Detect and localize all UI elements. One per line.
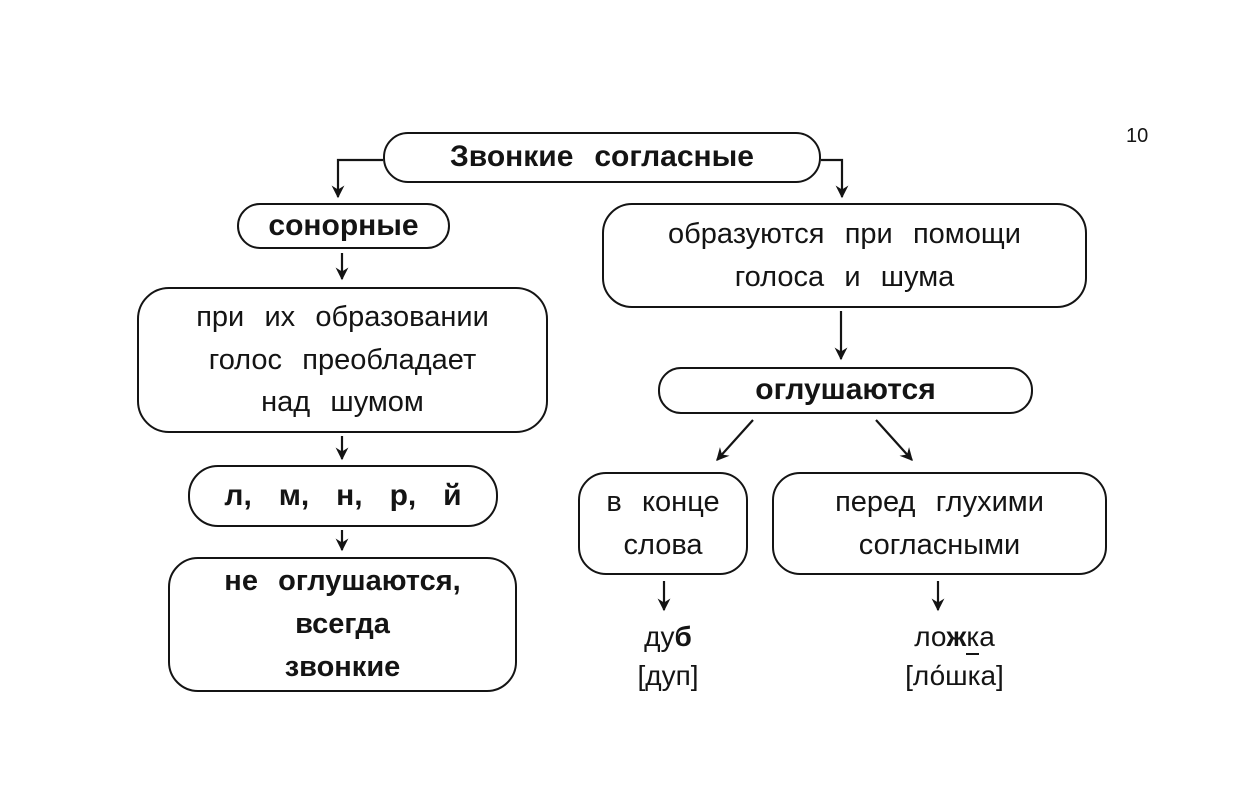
example-dub <box>593 617 743 695</box>
noise-desc-line: образуются при помощи <box>668 217 1021 250</box>
arrow-devoiced-to-before-voiceless <box>876 420 912 460</box>
arrow-title-to-sonorous <box>338 160 383 197</box>
sonorous-desc-line: при их образовании <box>196 300 489 333</box>
node-at-word-end <box>578 472 748 575</box>
node-devoiced-label: оглушаются <box>755 373 936 407</box>
example-lozhka-word-end: а <box>979 621 995 652</box>
node-devoiced <box>658 367 1033 414</box>
node-sonorous <box>237 203 450 249</box>
node-sonorous-label: сонорные <box>268 208 419 242</box>
example-lozhka <box>867 617 1042 695</box>
node-voice-and-noise-description <box>602 203 1087 308</box>
example-dub-word-bold: б <box>674 621 692 652</box>
example-lozhka-word <box>867 617 1042 656</box>
arrow-title-to-noise-desc <box>821 160 842 197</box>
node-never-devoiced <box>168 557 517 692</box>
before-voiceless-line: согласными <box>858 528 1021 561</box>
sonorous-desc-line: голос преобладает <box>208 343 477 376</box>
sonorant-letters-label: л, м, н, р, й <box>224 478 462 512</box>
example-lozhka-word-bold: ж <box>946 621 967 652</box>
example-lozhka-word-underlined: к <box>966 621 979 655</box>
example-lozhka-transcription: [ло́шка] <box>905 660 1004 691</box>
example-dub-transcription: [дуп] <box>637 660 699 691</box>
example-dub-word <box>593 617 743 656</box>
sonorous-desc-line: над шумом <box>261 386 424 419</box>
example-lozhka-word-start: ло <box>914 621 947 652</box>
noise-desc-line: голоса и шума <box>734 260 955 293</box>
word-end-line: в конце <box>606 485 720 518</box>
arrow-devoiced-to-word-end <box>717 420 753 460</box>
word-end-line: слова <box>623 528 703 561</box>
never-devoiced-line: всегда <box>295 608 390 641</box>
page-number: 10 <box>1126 125 1149 147</box>
never-devoiced-line: не оглушаются, <box>224 565 461 598</box>
node-title-label: Звонкие согласные <box>450 140 754 174</box>
node-sonorant-letters <box>188 465 498 527</box>
before-voiceless-line: перед глухими <box>835 485 1044 518</box>
node-before-voiceless-consonants <box>772 472 1107 575</box>
never-devoiced-line: звонкие <box>284 650 401 683</box>
node-sonorous-description <box>137 287 548 433</box>
node-voiced-consonants-title <box>383 132 821 183</box>
example-dub-word-start: ду <box>644 621 675 652</box>
